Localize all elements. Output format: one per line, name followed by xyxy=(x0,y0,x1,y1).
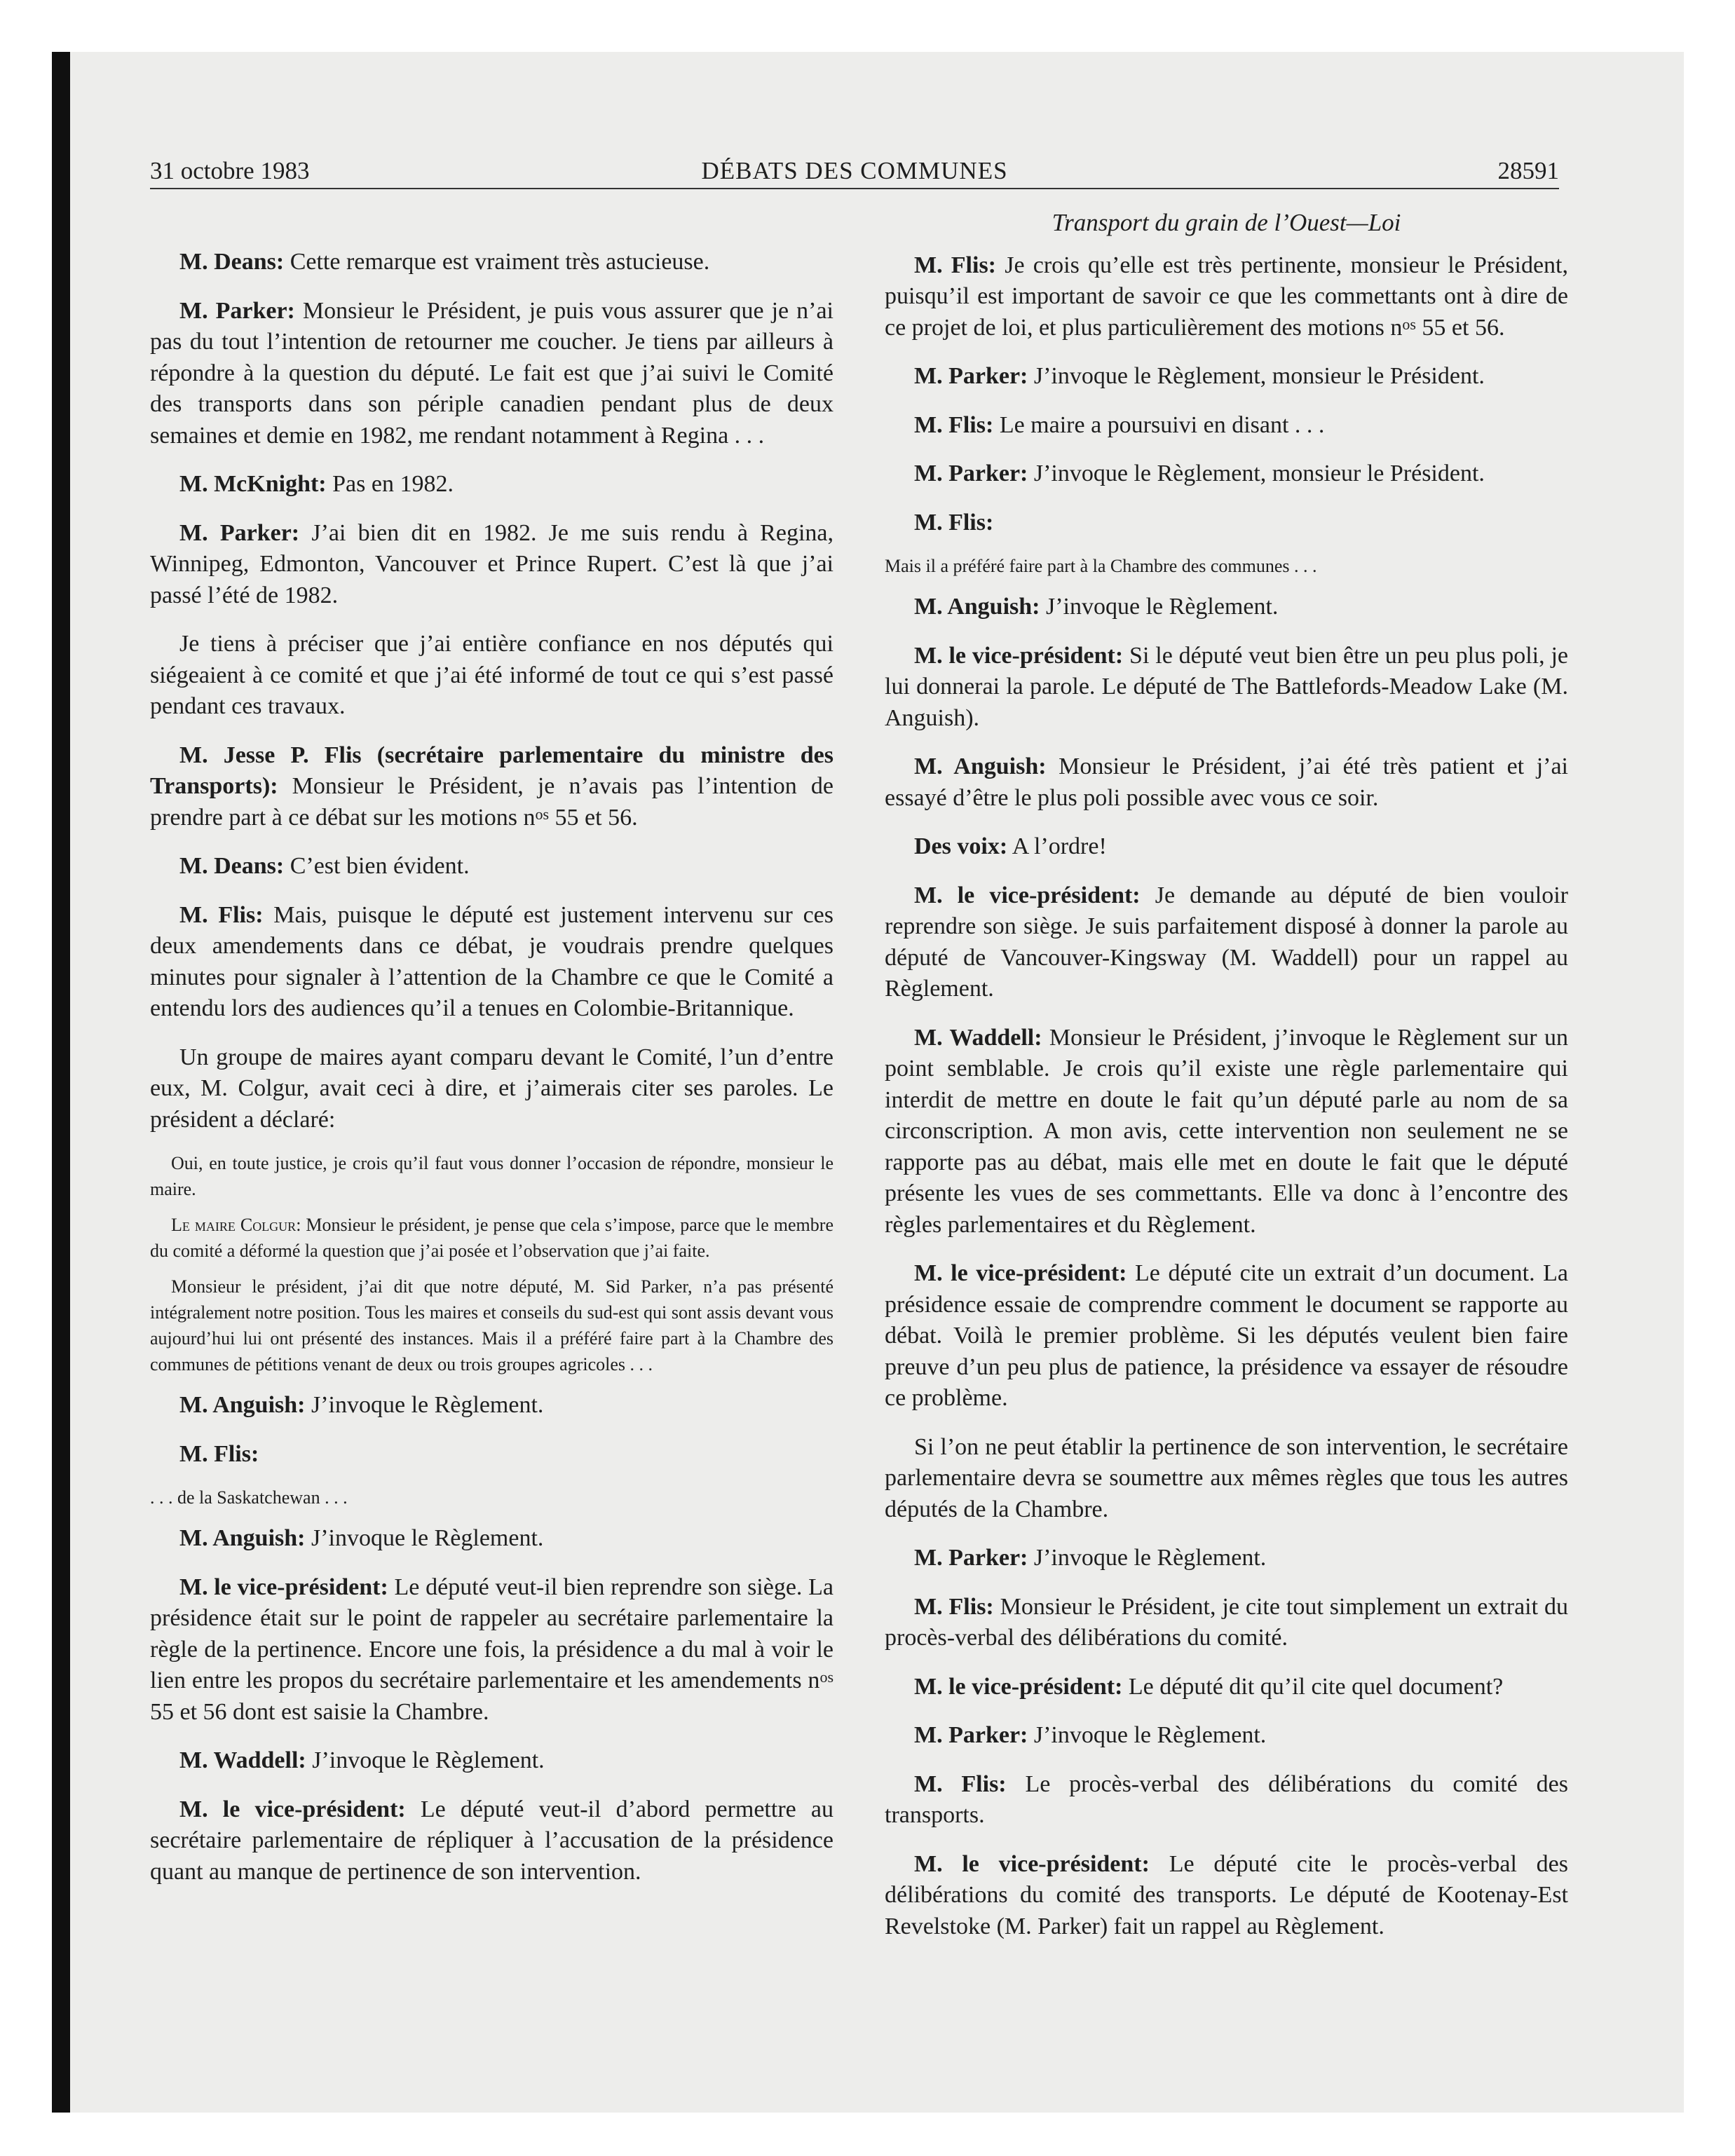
speech-paragraph xyxy=(150,1745,834,1777)
speaker-name: M. McKnight: xyxy=(179,471,327,497)
speech-text: Monsieur le Président, je cite tout simplement un extrait du procès-verbal des délibérations du comité. xyxy=(885,1593,1568,1651)
speech-paragraph xyxy=(150,851,834,882)
speaker-name: M. Parker: xyxy=(179,519,300,546)
speech-paragraph xyxy=(885,250,1568,344)
speech-text: Je demande au député de bien vouloir reprendre son siège. Je suis parfaitement disposé à donner la parole au député de Vancouver-Kingsway (M. Waddell) pour un rappel au Règlement. xyxy=(885,882,1568,1002)
speech-text: J’invoque le Règlement. xyxy=(1040,594,1279,620)
speaker-name: M. Parker: xyxy=(914,363,1028,389)
speaker-name: M. Parker: xyxy=(914,1722,1028,1748)
speech-text: J’invoque le Règlement, monsieur le Président. xyxy=(1028,363,1485,389)
speech-paragraph xyxy=(885,641,1568,735)
speech-paragraph xyxy=(150,900,834,1025)
speech-paragraph xyxy=(150,247,834,278)
speech-paragraph xyxy=(150,1390,834,1421)
speech-paragraph xyxy=(885,1592,1568,1654)
speaker-name: M. Flis: xyxy=(914,1593,994,1620)
speech-text: Monsieur le Président, j’ai été très patient et j’ai essayé d’être le plus poli possible avec vous ce soir. xyxy=(885,753,1568,811)
superscript: os xyxy=(1402,315,1416,333)
speech-paragraph xyxy=(885,507,1568,539)
speech-paragraph xyxy=(885,1849,1568,1943)
speech-text: Monsieur le Président, je puis vous assurer que je n’ai pas du tout l’intention de retourner me coucher. Je tiens par ailleurs à répondre à la question du député. Le fait est que j’ai suivi le Comité des transports dans son périple canadien pendant plus de deux semaines et demie en 1982, me rendant notamment à Regina . . . xyxy=(150,297,834,449)
quoted-text xyxy=(150,1274,834,1377)
speaker-name: M. Flis: xyxy=(914,1770,1007,1797)
speaker-name: M. le vice-président: xyxy=(914,882,1141,908)
superscript: os xyxy=(535,805,550,823)
speech-text: Je tiens à préciser que j’ai entière confiance en nos députés qui siégeaient à ce comité et que j’ai été informé de tout ce qui s’est passé pendant ces travaux. xyxy=(150,631,834,719)
speech-text: J’invoque le Règlement. xyxy=(305,1392,544,1418)
speech-text: Le député veut-il bien reprendre son siège. La présidence était sur le point de rappeler au secrétaire parlementaire la règle de la pertinence. Encore une fois, la présidence a du mal à voir le lien entre les propos du secrétaire parlementaire et les amendements n xyxy=(150,1574,834,1693)
speaker-name: M. Anguish: xyxy=(914,753,1047,779)
speech-text: A l’ordre! xyxy=(1007,833,1107,859)
speaker-name: M. le vice-président: xyxy=(914,1260,1127,1286)
speech-paragraph xyxy=(885,1543,1568,1574)
speech-text: Je crois qu’elle est très pertinente, monsieur le Président, puisqu’il est important de savoir ce que les commettants ont à dire de ce projet de loi, et plus particulièrement des motions n xyxy=(885,252,1569,341)
speaker-name: M. Flis: xyxy=(914,411,994,438)
speech-text: Si l’on ne peut établir la pertinence de son intervention, le secrétaire parlementaire devra se soumettre aux mêmes règles que tous les autres députés de la Chambre. xyxy=(885,1433,1568,1522)
speech-text: J’ai bien dit en 1982. Je me suis rendu à Regina, Winnipeg, Edmonton, Vancouver et Prince Rupert. C’est là que j’ai passé l’été de 1982. xyxy=(150,519,834,608)
speech-paragraph xyxy=(885,880,1568,1005)
speech-text: J’invoque le Règlement. xyxy=(1028,1545,1267,1571)
quote-body: . . . de la Saskatchewan . . . xyxy=(150,1487,348,1508)
speech-paragraph xyxy=(885,410,1568,442)
quote-body: Monsieur le président, je pense que cela s’impose, parce que le membre du comité a déformé la question que j’ai posée et l’observation que j’ai faite. xyxy=(150,1215,834,1261)
speech-text: Le procès-verbal des délibérations du comité des transports. xyxy=(885,1770,1568,1828)
header-rule xyxy=(150,188,1559,189)
speaker-name: M. Jesse P. Flis (secrétaire parlementaire du ministre des Transports): xyxy=(150,742,834,799)
speech-text-cont: 55 et 56 dont est saisie la Chambre. xyxy=(150,1698,489,1725)
speech-text: J’invoque le Règlement. xyxy=(305,1525,544,1551)
quote-body: Mais il a préféré faire part à la Chambre des communes . . . xyxy=(885,556,1317,576)
speech-paragraph xyxy=(150,740,834,834)
speech-text: C’est bien évident. xyxy=(284,853,470,879)
speaker-name: M. Parker: xyxy=(914,1545,1028,1571)
speaker-name: M. le vice-président: xyxy=(179,1796,406,1822)
speaker-name: M. le vice-président: xyxy=(914,1850,1150,1877)
speaker-name: M. le vice-président: xyxy=(914,642,1124,669)
speech-text: Le député cite un extrait d’un document. La présidence essaie de comprendre comment le document se rapporte au débat. Voilà le premier problème. Si les députés veulent bien faire preuve d’un peu plus de patience, la présidence va essayer de résoudre ce problème. xyxy=(885,1260,1568,1411)
speaker-name: Des voix: xyxy=(914,833,1008,859)
speech-text: Monsieur le Président, j’invoque le Règlement sur un point semblable. Je crois qu’il existe une règle parlementaire qui interdit de mettre en doute le fait qu’un député parle au nom de sa circonscription. A mon avis, cette intervention non seulement ne se rapporte pas au débat, mais elle met en doute le fait que le député présente les vues de ses commettants. Elle va donc à l’encontre des règles parlementaires et du Règlement. xyxy=(885,1024,1568,1238)
page-number: 28591 xyxy=(1497,157,1559,184)
speaker-name: M. le vice-président: xyxy=(179,1574,388,1600)
speech-paragraph xyxy=(885,361,1568,393)
quoted-text xyxy=(150,1485,834,1510)
speaker-name: M. Deans: xyxy=(179,249,285,275)
speech-paragraph xyxy=(885,458,1568,490)
speech-paragraph xyxy=(885,1258,1568,1414)
quoted-text xyxy=(150,1150,834,1202)
speaker-name: M. Anguish: xyxy=(179,1392,306,1418)
speech-text: Le maire a poursuivi en disant . . . xyxy=(993,411,1325,438)
speaker-name: M. Waddell: xyxy=(914,1024,1042,1051)
speech-paragraph xyxy=(150,296,834,452)
speech-paragraph xyxy=(150,469,834,500)
speaker-name: M. Parker: xyxy=(179,297,295,324)
right-column xyxy=(885,207,1568,1960)
speech-paragraph xyxy=(885,592,1568,623)
speaker-name: M. Flis: xyxy=(179,1440,259,1467)
speaker-name: M. Flis: xyxy=(914,252,997,278)
speech-paragraph xyxy=(150,518,834,612)
speech-text-cont: 55 et 56. xyxy=(1415,314,1505,341)
speaker-name: M. Anguish: xyxy=(179,1525,306,1551)
speech-paragraph xyxy=(885,1672,1568,1703)
speech-text: Mais, puisque le député est justement intervenu sur ces deux amendements dans ce débat, je voudrais prendre quelques minutes pour signaler à l’attention de la Chambre ce que le Comité a entendu lors des audiences qu’il a tenues en Colombie-Britannique. xyxy=(150,901,834,1021)
speaker-name: M. Flis: xyxy=(914,509,994,535)
speech-paragraph xyxy=(150,1794,834,1888)
speech-paragraph xyxy=(885,1023,1568,1241)
speaker-name: M. Deans: xyxy=(179,853,285,879)
quoted-text xyxy=(150,1212,834,1264)
speech-text: Pas en 1982. xyxy=(326,471,454,497)
speech-paragraph xyxy=(150,1572,834,1728)
header-title: DÉBATS DES COMMUNES xyxy=(701,157,1008,184)
header-date: 31 octobre 1983 xyxy=(150,157,310,184)
speech-text: J’invoque le Règlement. xyxy=(1028,1722,1267,1748)
quoted-text xyxy=(885,553,1568,579)
speech-text-cont: 55 et 56. xyxy=(549,804,638,831)
quote-body: Monsieur le président, j’ai dit que notre député, M. Sid Parker, n’a pas présenté intégralement notre position. Tous les maires et conseils du sud-est qui sont assis devant vous aujourd’hui lui ont présenté des instances. Mais il a préféré faire part à la Chambre des communes de pétitions venant de deux ou trois groupes agricoles . . . xyxy=(150,1276,834,1374)
speaker-name: M. le vice-président: xyxy=(914,1673,1123,1700)
speech-text: Si le député veut bien être un peu plus poli, je lui donnerai la parole. Le député de The Battlefords-Meadow Lake (M. Anguish). xyxy=(885,642,1568,731)
speech-paragraph xyxy=(885,1720,1568,1752)
speech-paragraph xyxy=(885,1769,1568,1831)
speaker-name: M. Waddell: xyxy=(179,1747,306,1773)
speech-text: Un groupe de maires ayant comparu devant le Comité, l’un d’entre eux, M. Colgur, avait ceci à dire, et j’aimerais citer ses paroles. Le président a déclaré: xyxy=(150,1044,834,1133)
speech-paragraph xyxy=(885,831,1568,863)
speaker-name: M. Parker: xyxy=(914,460,1028,486)
superscript: os xyxy=(819,1668,834,1686)
paragraph xyxy=(885,1432,1568,1526)
speaker-name: M. Anguish: xyxy=(914,594,1040,620)
left-column xyxy=(150,247,834,1905)
speech-paragraph xyxy=(150,1523,834,1555)
speech-paragraph xyxy=(885,751,1568,814)
paragraph xyxy=(150,1042,834,1136)
quote-body: Oui, en toute justice, je crois qu’il faut vous donner l’occasion de répondre, monsieur le maire. xyxy=(150,1153,834,1199)
speech-text: Cette remarque est vraiment très astucieuse. xyxy=(284,249,710,275)
quote-speaker: Le maire Colgur: xyxy=(171,1215,301,1235)
scan-binding-edge xyxy=(52,52,70,2113)
speech-text: Le député veut-il d’abord permettre au secrétaire parlementaire de répliquer à l’accusation de la présidence quant au manque de pertinence de son intervention. xyxy=(150,1796,834,1885)
speech-paragraph xyxy=(150,1439,834,1471)
speech-text: Le député dit qu’il cite quel document? xyxy=(1122,1673,1504,1700)
speech-text: Le député cite le procès-verbal des délibérations du comité des transports. Le député de Kootenay-Est Revelstoke (M. Parker) fait un rappel au Règlement. xyxy=(885,1850,1568,1939)
speaker-name: M. Flis: xyxy=(179,901,264,928)
speech-text: Monsieur le Président, je n’avais pas l’intention de prendre part à ce débat sur les motions n xyxy=(150,773,834,831)
paragraph xyxy=(150,629,834,723)
running-head: Transport du grain de l’Ouest—Loi xyxy=(1052,209,1401,236)
speech-text: J’invoque le Règlement, monsieur le Président. xyxy=(1028,460,1485,486)
speech-text: J’invoque le Règlement. xyxy=(306,1747,545,1773)
